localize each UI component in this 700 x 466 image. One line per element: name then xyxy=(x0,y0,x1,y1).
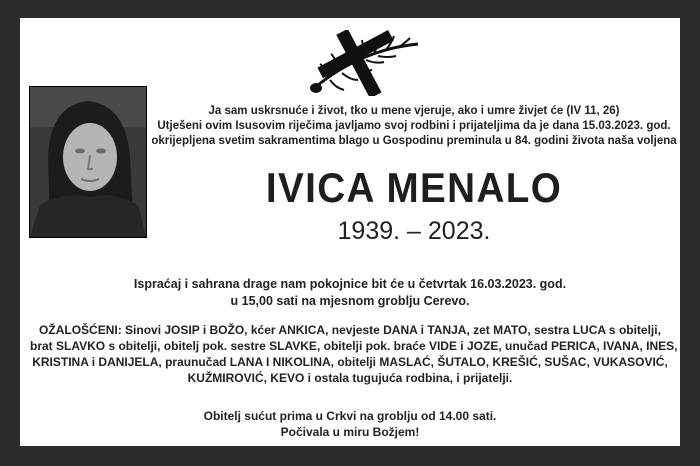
portrait-photo xyxy=(29,86,147,238)
quote-line: Ja sam uskrsnuće i život, tko u mene vjeruje, ako i umre živjet će (IV 11, 26) xyxy=(208,105,620,117)
portrait-image xyxy=(30,87,146,237)
funeral-announcement xyxy=(40,276,660,310)
mourners-line: brat SLAVKO s obitelji, obitelj pok. sestre SLAVKE, obitelji pok. braće VIDE i JOZE, unučad PERICA, IVANA, INES, xyxy=(30,339,678,353)
closing-line: Počivala u miru Božjem! xyxy=(280,425,420,439)
mourners-list xyxy=(30,322,678,386)
mourners-line: OŽALOŠĆENI: Sinovi JOSIP i BOŽO, kćer ANKICA, nevjeste DANA i TANJA, zet MATO, sestra LUCA s obitelji, xyxy=(39,323,661,337)
closing-note xyxy=(40,408,660,440)
scripture-quote xyxy=(150,104,678,149)
life-years: 1939. – 2023. xyxy=(337,217,491,245)
closing-line: Obitelj sućut prima u Crkvi na groblju od 14.00 sati. xyxy=(203,409,497,423)
deceased-name: IVICA MENALO xyxy=(265,164,563,211)
quote-line: okrijepljena svetim sakramentima blago u Gospodinu preminula u 84. godini života naša voljena xyxy=(151,135,677,147)
quote-line: Utješeni ovim Isusovim riječima javljamo svoj rodbini i prijateljima da je dana 15.03.2023. god. xyxy=(157,120,671,132)
obituary-card xyxy=(20,18,680,446)
mourners-line: KRISTINA i DANIJELA, praunučad LANA I NIKOLINA, obitelji MASLAĆ, ŠUTALO, KREŠIĆ, SUŠAC, VUKASOVIĆ, xyxy=(32,355,668,369)
funeral-line: u 15,00 sati na mjesnom groblju Cerevo. xyxy=(230,294,470,308)
mourners-line: KUŽMIROVIĆ, KEVO i ostala tugujuća rodbina, i prijatelji. xyxy=(187,371,513,385)
cross-with-palm-branch-icon xyxy=(298,30,420,96)
funeral-line: Ispraćaj i sahrana drage nam pokojnice bit će u četvrtak 16.03.2023. god. xyxy=(133,277,567,291)
